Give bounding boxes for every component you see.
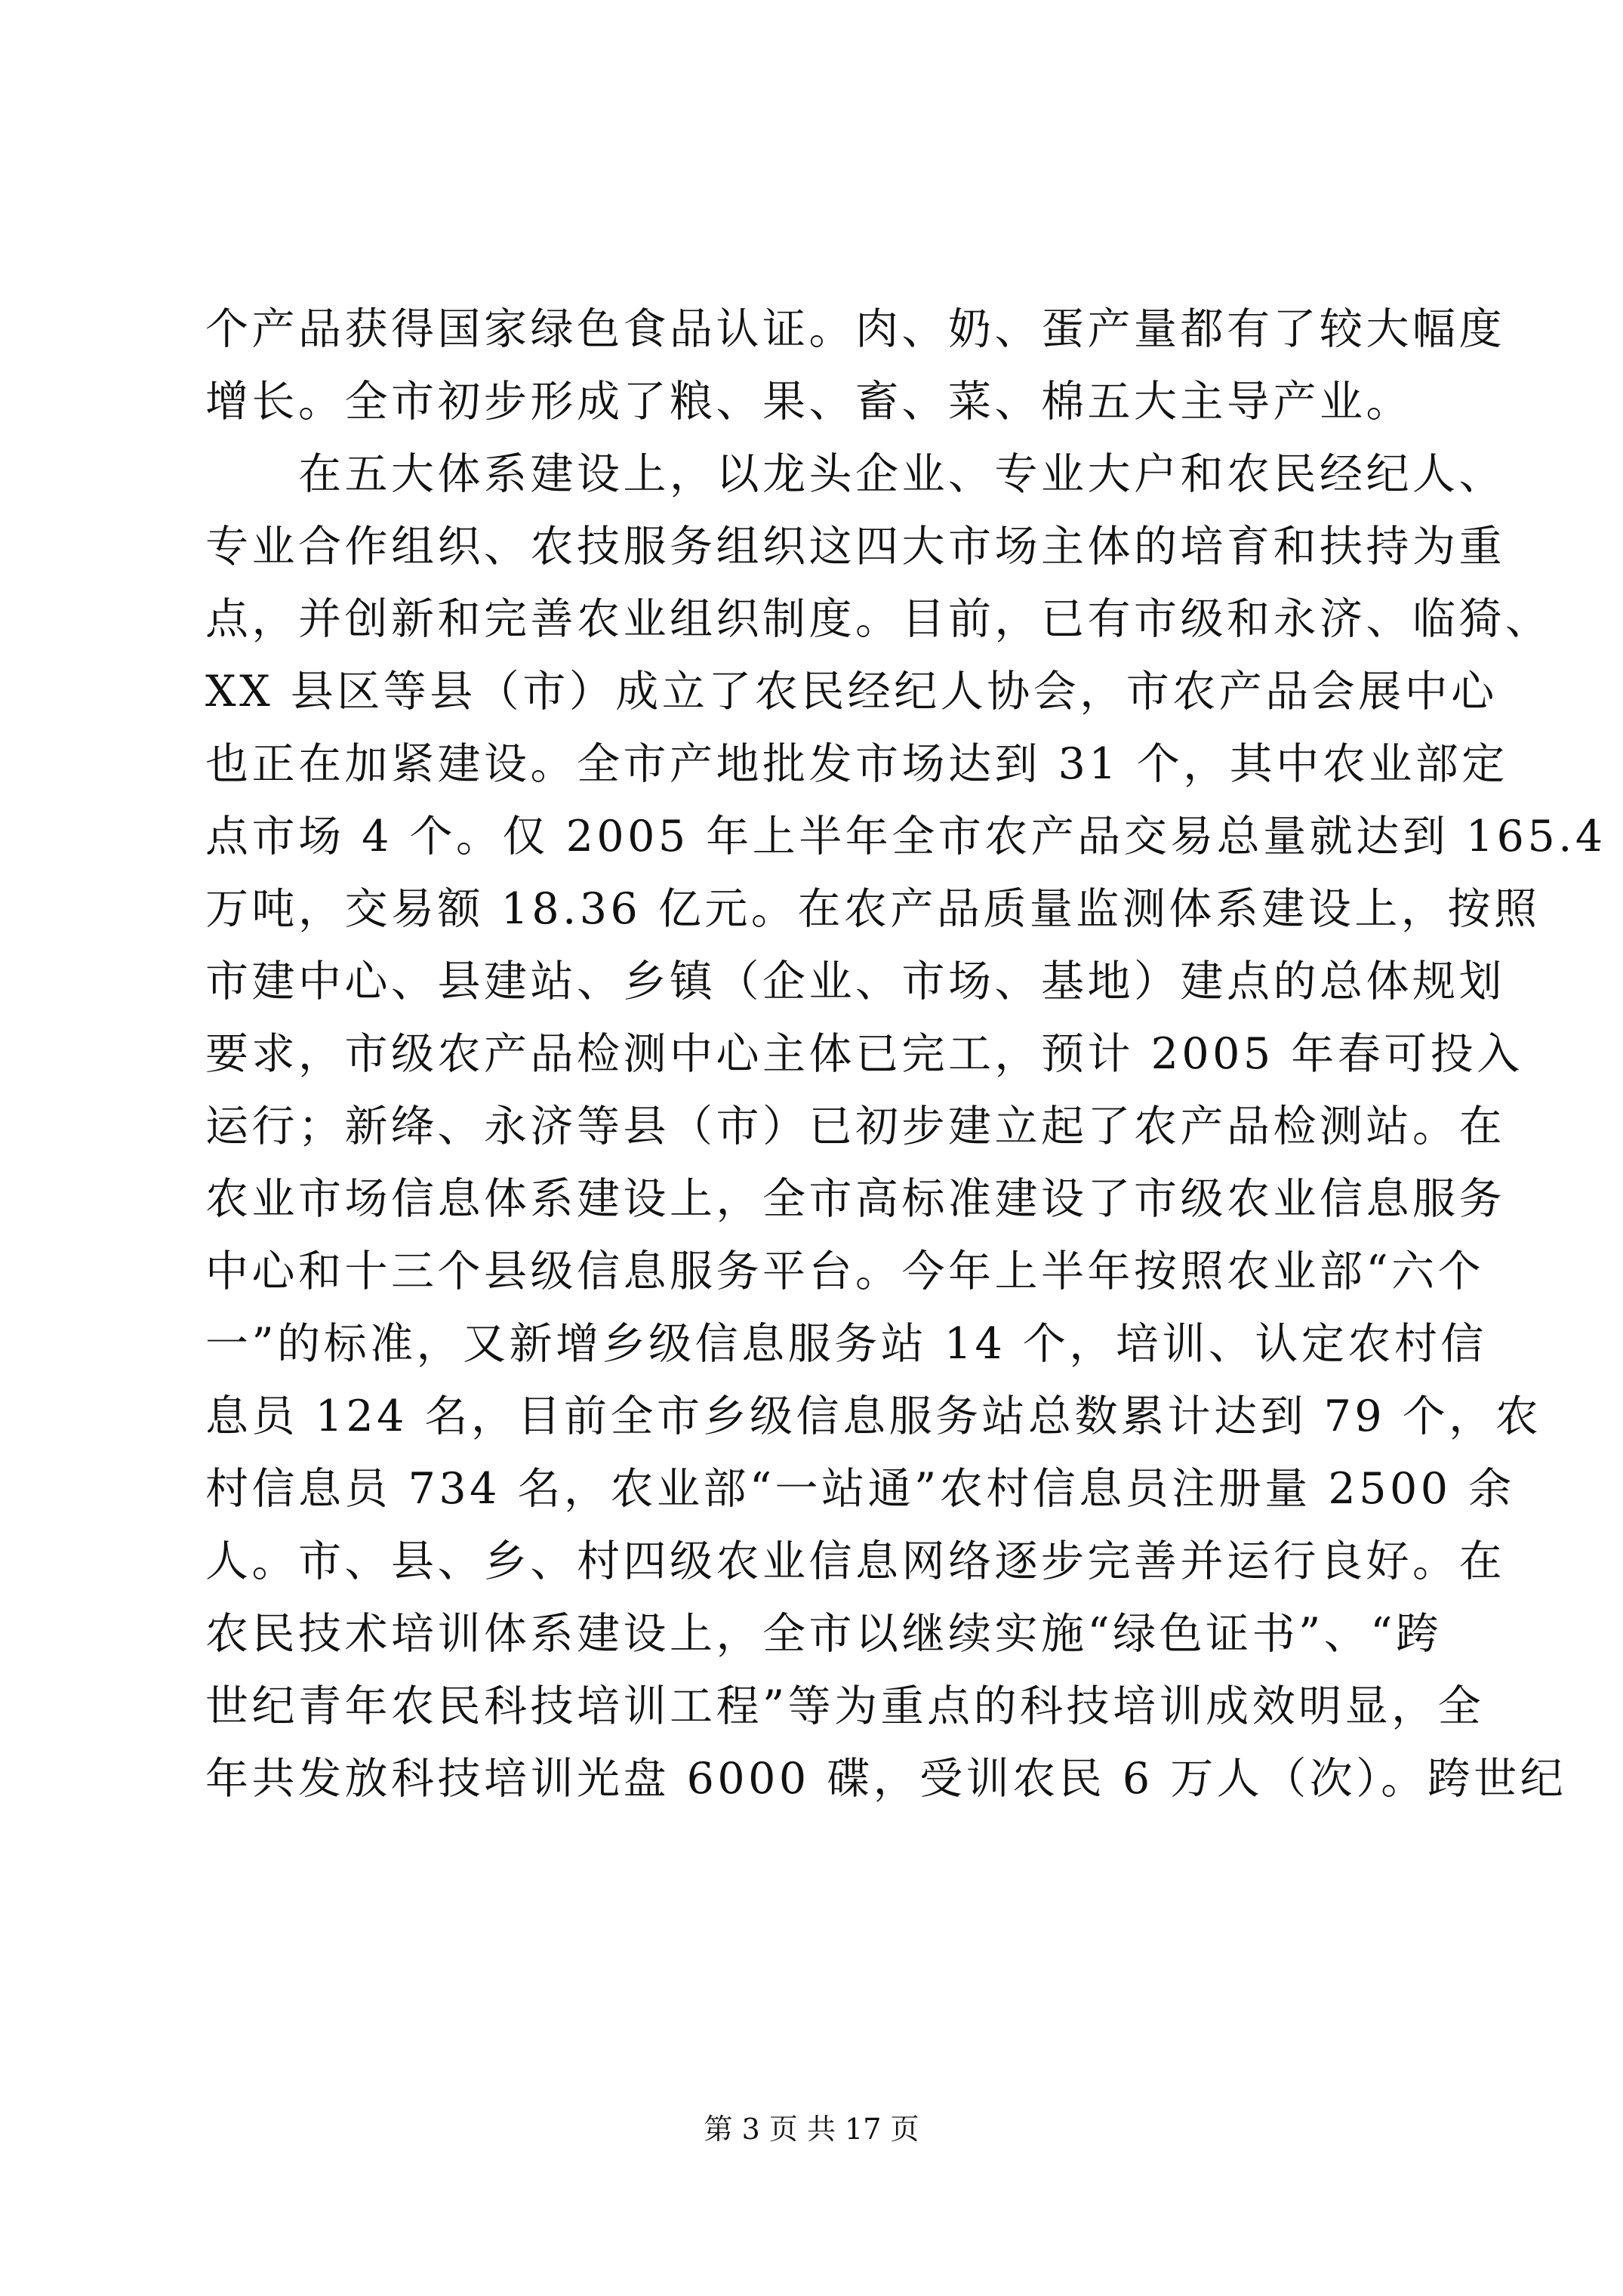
text-line: 运行；新绛、永济等县（市）已初步建立起了农产品检测站。在: [205, 1102, 1505, 1151]
text-line: 也正在加紧建设。全市产地批发市场达到 31 个，其中农业部定: [205, 739, 1508, 789]
text-line: 农业市场信息体系建设上，全市高标准建设了市级农业信息服务: [205, 1174, 1505, 1224]
text-line: 市建中心、县建站、乡镇（企业、市场、基地）建点的总体规划: [205, 957, 1505, 1006]
text-line: 专业合作组织、农技服务组织这四大市场主体的培育和扶持为重: [205, 522, 1505, 572]
text-line: 在五大体系建设上，以龙头企业、专业大户和农民经纪人、: [205, 449, 1505, 499]
text-line: 世纪青年农民科技培训工程”等为重点的科技培训成效明显，全: [205, 1681, 1485, 1731]
text-line: 增长。全市初步形成了粮、果、畜、菜、棉五大主导产业。: [205, 377, 1412, 427]
text-line: 一”的标准，又新增乡级信息服务站 14 个，培训、认定农村信: [205, 1319, 1487, 1369]
text-line: 万吨，交易额 18.36 亿元。在农产品质量监测体系建设上，按照: [205, 884, 1541, 934]
page-number: 第 3 页 共 17 页: [704, 2113, 919, 2146]
text-line: 个产品获得国家绿色食品认证。肉、奶、蛋产量都有了较大幅度: [205, 304, 1505, 354]
text-line: 农民技术培训体系建设上，全市以继续实施“绿色证书”、“跨: [205, 1609, 1443, 1659]
text-line: 点市场 4 个。仅 2005 年上半年全市农产品交易总量就达到 165.4: [205, 812, 1606, 861]
text-line: 要求，市级农产品检测中心主体已完工，预计 2005 年春可投入: [205, 1029, 1523, 1079]
text-line: 中心和十三个县级信息服务平台。今年上半年按照农业部“六个: [205, 1247, 1485, 1296]
text-line: XX 县区等县（市）成立了农民经纪人协会，市农产品会展中心: [205, 667, 1498, 717]
text-line: 人。市、县、乡、村四级农业信息网络逐步完善并运行良好。在: [205, 1536, 1505, 1586]
body-text: [205, 293, 1606, 1815]
text-line: 息员 124 名，目前全市乡级信息服务站总数累计达到 79 个，农: [205, 1391, 1542, 1441]
text-line: 点，并创新和完善农业组织制度。目前，已有市级和永济、临猗、: [205, 594, 1552, 644]
text-line: 年共发放科技培训光盘 6000 碟，受训农民 6 万人（次）。跨世纪: [205, 1754, 1567, 1804]
page-footer: [0, 2106, 1623, 2152]
text-line: 村信息员 734 名，农业部“一站通”农村信息员注册量 2500 余: [205, 1464, 1515, 1514]
